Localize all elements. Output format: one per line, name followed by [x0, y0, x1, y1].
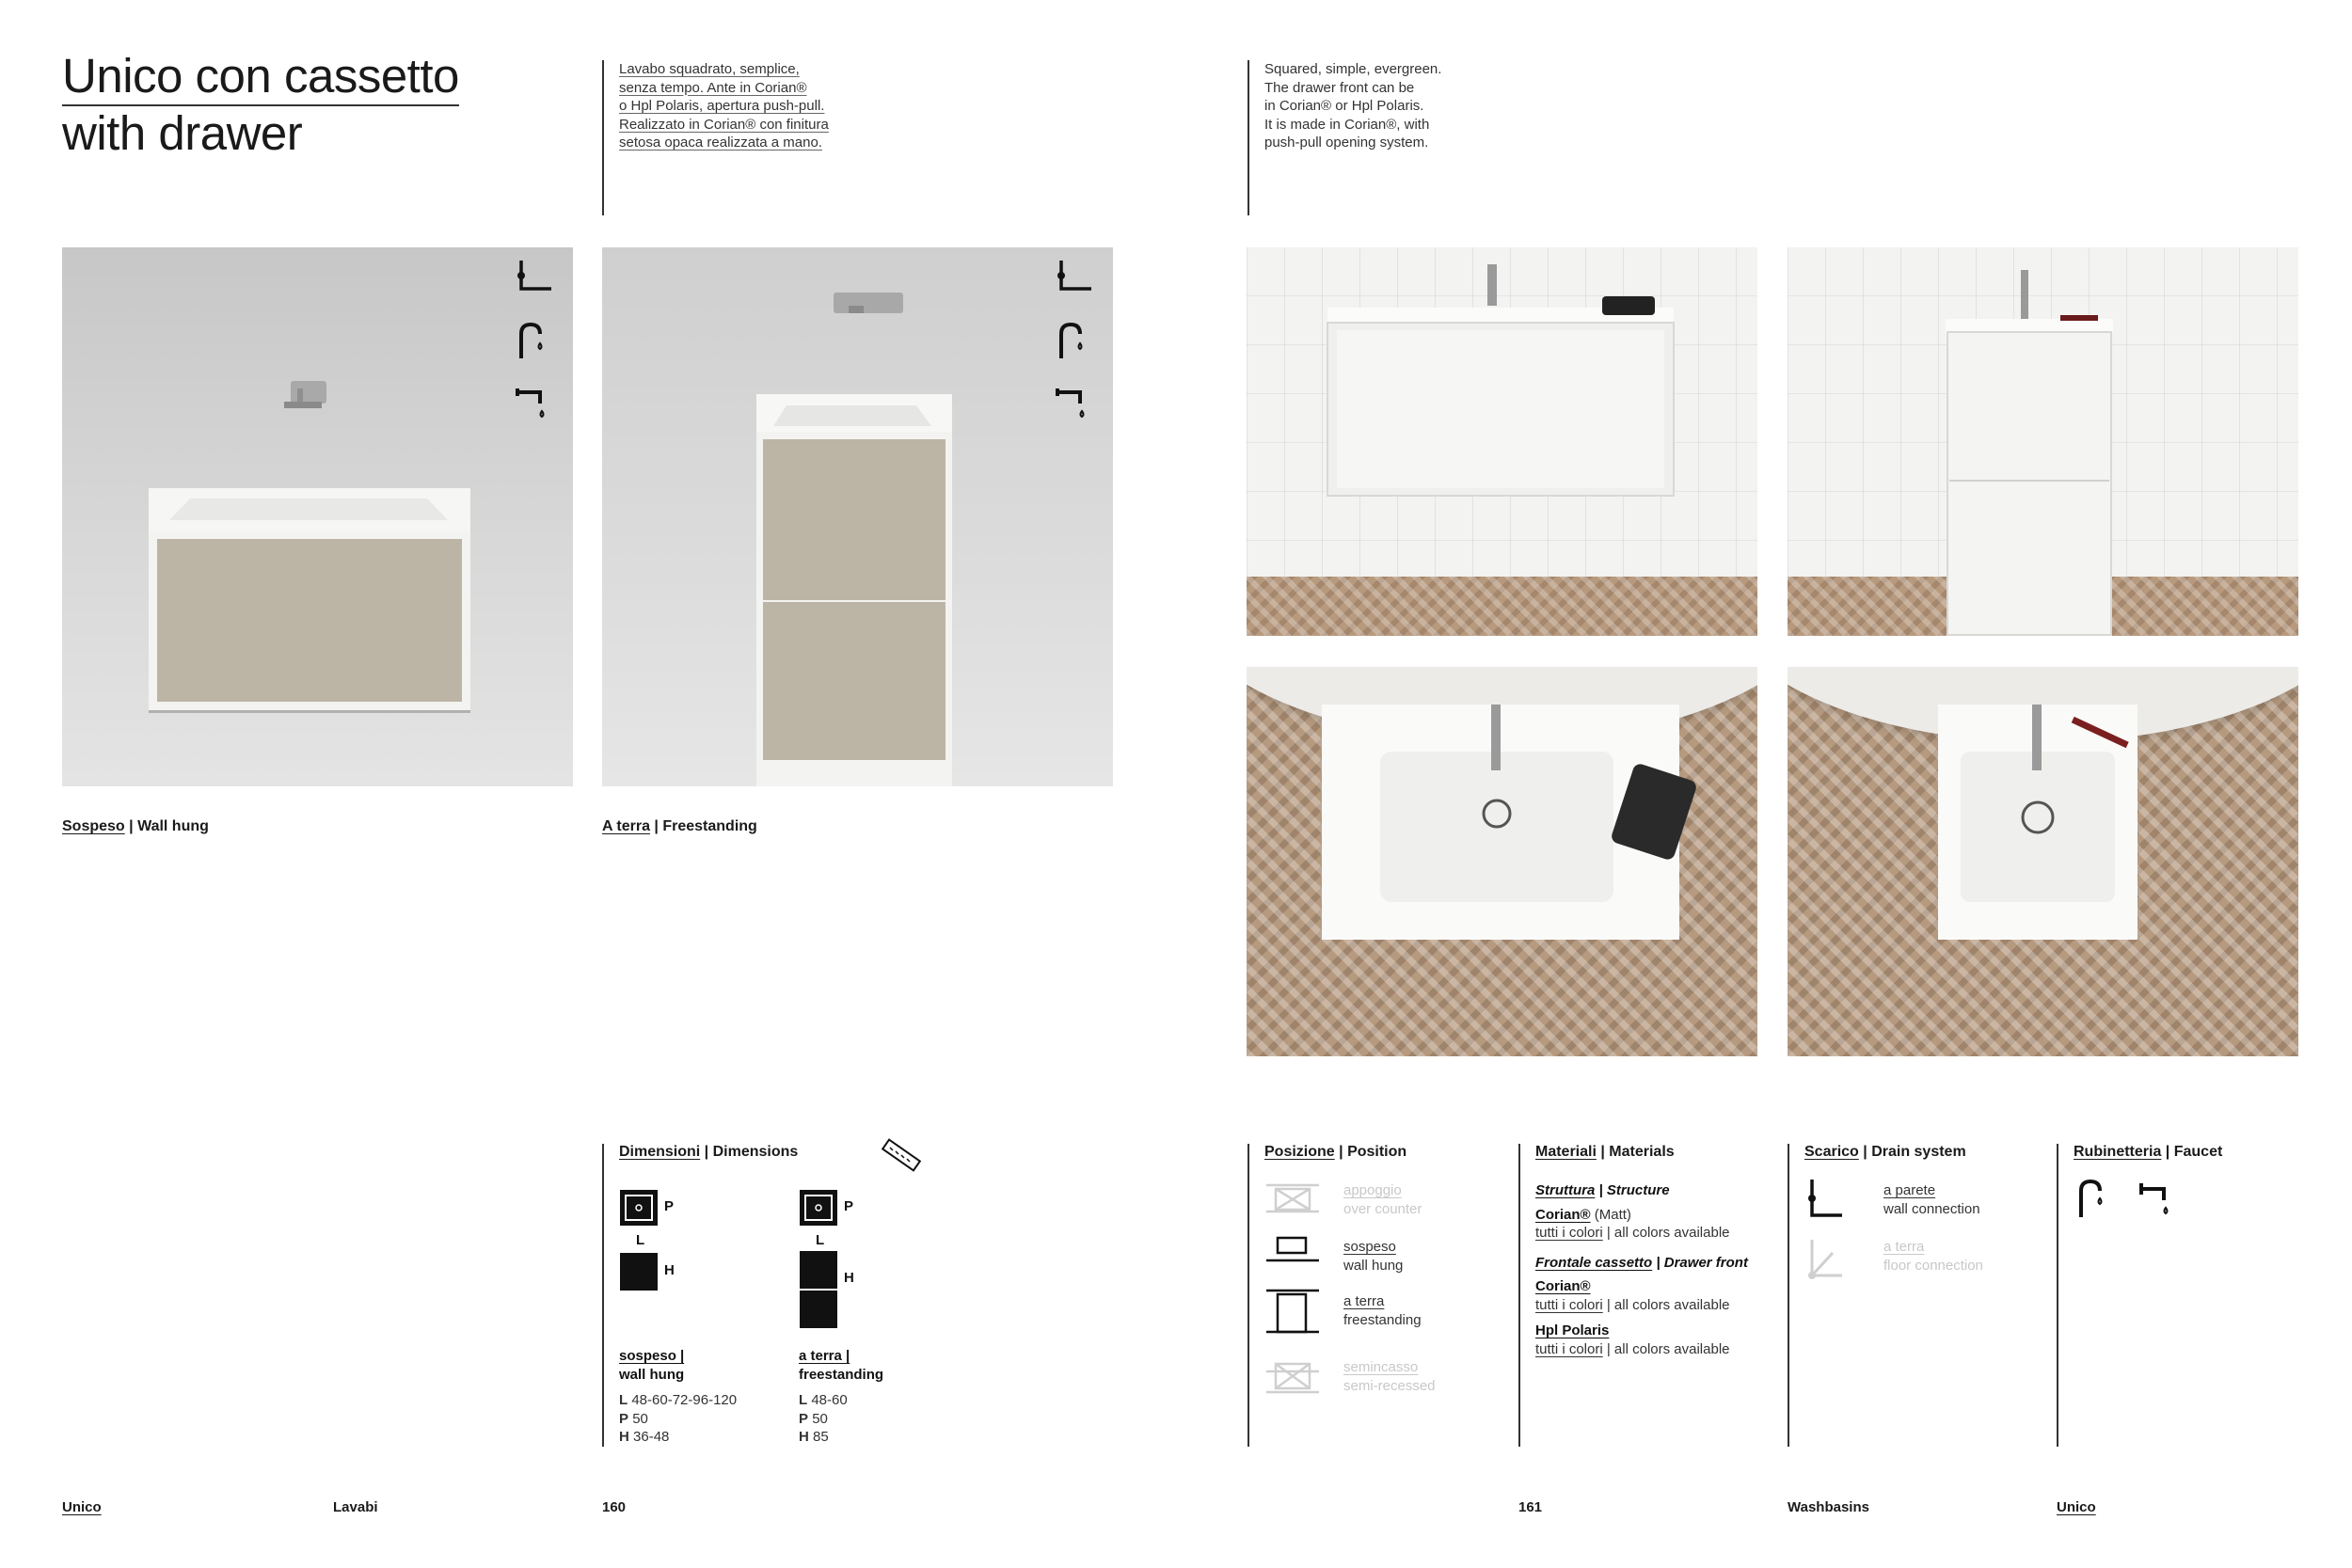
position-en: over counter: [1343, 1200, 1422, 1217]
colors-en: | all colors available: [1602, 1340, 1730, 1357]
materials-heading-en: Materials: [1609, 1144, 1675, 1160]
position-item-freestanding: [1343, 1292, 1422, 1329]
structure-it: Struttura: [1535, 1182, 1596, 1198]
deck-mounted-faucet-icon: [2074, 1178, 2115, 1219]
position-item-semi-recessed: [1343, 1358, 1436, 1395]
footer-section-left: Lavabi: [333, 1499, 378, 1515]
wall-hung-icon: [1264, 1234, 1321, 1268]
freestanding-basin-illustration: [602, 247, 1113, 786]
wall-faucet-icon: [514, 387, 555, 424]
wall-hung-dimension-values: sospeso | wall hung L 48-60-72-96-120 P 50 H 36-48: [619, 1348, 738, 1445]
position-item-over-counter: [1343, 1181, 1422, 1218]
position-it: sospeso: [1343, 1239, 1396, 1255]
colors-it: tutti i colori: [1535, 1225, 1603, 1241]
caption-floor-it: A terra: [602, 818, 650, 834]
intro-english: [1264, 60, 1509, 152]
label-p-wall: P: [664, 1198, 675, 1214]
freestanding-icon: [1264, 1285, 1321, 1336]
drain-heading: Scarico | Drain system: [1804, 1144, 1966, 1160]
colors-it: tutti i colori: [1535, 1296, 1603, 1313]
faucet-heading: Rubinetteria | Faucet: [2074, 1144, 2223, 1160]
dim-wall-l: 48-60-72-96-120: [631, 1392, 738, 1408]
position-it: a terra: [1343, 1293, 1385, 1309]
over-counter-icon: [1264, 1180, 1321, 1217]
deck-faucet-icon: [514, 321, 555, 362]
position-en: freestanding: [1343, 1311, 1422, 1328]
wall-mounted-faucet-icon: [2137, 1181, 2179, 1219]
photo-freestanding: [602, 247, 1113, 786]
material-corian-front: Corian®: [1535, 1278, 1591, 1294]
caption-sep: |: [124, 818, 138, 834]
footer-page-left: 160: [602, 1499, 627, 1515]
position-en: wall hung: [1343, 1257, 1404, 1274]
intro-en-line: It is made in Corian®, with: [1264, 116, 1430, 133]
drain-item-floor: [1883, 1238, 1983, 1275]
label-l-wall: L: [636, 1232, 645, 1248]
colors-en: | all colors available: [1602, 1225, 1730, 1241]
drain-it: a parete: [1883, 1182, 1936, 1198]
page-title: [62, 49, 459, 160]
position-it: appoggio: [1343, 1182, 1402, 1198]
freestanding-dimension-diagram: [799, 1189, 865, 1330]
caption-wall-it: Sospeso: [62, 818, 125, 834]
dimensions-heading-en: Dimensions: [712, 1144, 799, 1160]
title-line-2: with drawer: [62, 106, 303, 160]
bathroom-freestanding-illustration: [1788, 247, 2298, 636]
photo-bathroom-freestanding: [1788, 247, 2298, 636]
drain-heading-en: Drain system: [1871, 1144, 1966, 1160]
divider-faucet: [2057, 1144, 2058, 1447]
faucet-heading-en: Faucet: [2173, 1144, 2223, 1160]
drain-item-wall: [1883, 1181, 1980, 1218]
top-view-wall-hung-illustration: [1247, 667, 1757, 1056]
drain-heading-it: Scarico: [1804, 1144, 1859, 1160]
wall-faucet-icon: [1054, 387, 1095, 424]
position-item-wall-hung: [1343, 1238, 1403, 1275]
intro-en-line: Squared, simple, evergreen.: [1264, 61, 1442, 77]
intro-en-line: The drawer front can be: [1264, 79, 1415, 96]
material-hpl-polaris: Hpl Polaris: [1535, 1323, 1610, 1338]
photo-bathroom-wall-hung: [1247, 247, 1757, 636]
dim-wall-p: 50: [632, 1410, 648, 1427]
position-heading-en: Position: [1347, 1144, 1407, 1160]
dimensions-heading-it: Dimensioni: [619, 1144, 701, 1160]
intro-italian: [619, 60, 882, 152]
divider-materials: [1518, 1144, 1520, 1447]
ruler-icon: [879, 1136, 924, 1174]
colors-it: tutti i colori: [1535, 1340, 1603, 1357]
dim-wall-name-it: sospeso |: [619, 1348, 685, 1364]
dim-floor-name-en: freestanding: [799, 1366, 884, 1383]
caption-freestanding: [602, 818, 757, 835]
floor-connection-icon: [1804, 1238, 1846, 1279]
front-en: Drawer front: [1663, 1254, 1748, 1271]
colors-en: | all colors available: [1602, 1296, 1730, 1313]
front-it: Frontale cassetto: [1535, 1254, 1653, 1271]
caption-floor-en: Freestanding: [662, 818, 757, 834]
intro-en-line: push-pull opening system.: [1264, 135, 1429, 150]
top-view-freestanding-illustration: [1788, 667, 2298, 1056]
wall-drain-icon: [514, 259, 555, 293]
divider-drain: [1788, 1144, 1789, 1447]
position-it: semincasso: [1343, 1359, 1419, 1375]
intro-it-line: senza tempo. Ante in Corian®: [619, 79, 807, 96]
footer-brand-left: Unico: [62, 1499, 102, 1515]
materials-heading-it: Materiali: [1535, 1144, 1597, 1160]
label-h-floor: H: [844, 1270, 854, 1286]
drain-it: a terra: [1883, 1239, 1925, 1255]
dim-floor-name-it: a terra |: [799, 1348, 850, 1364]
drain-en: wall connection: [1883, 1200, 1980, 1217]
drain-en: floor connection: [1883, 1257, 1983, 1274]
footer-page-right: 161: [1518, 1499, 1543, 1515]
intro-it-line: o Hpl Polaris, apertura push-pull.: [619, 98, 825, 114]
materials-heading: Materiali | Materials: [1535, 1144, 1675, 1160]
intro-it-line: Realizzato in Corian® con finitura: [619, 116, 829, 133]
label-h-wall: H: [664, 1262, 675, 1278]
divider-dimensions: [602, 1144, 604, 1447]
caption-wall-hung: [62, 818, 209, 835]
dimensions-heading: Dimensioni | Dimensions: [619, 1144, 799, 1160]
dim-floor-h: 85: [813, 1429, 829, 1445]
divider-intro-en: [1248, 60, 1249, 215]
photo-wall-hung: [62, 247, 573, 786]
intro-it-line: Lavabo squadrato, semplice,: [619, 61, 800, 77]
title-line-1: Unico con cassetto: [62, 49, 459, 106]
structure-en: Structure: [1606, 1182, 1670, 1198]
wall-hung-dimension-diagram: [619, 1189, 685, 1294]
freestanding-dimension-values: a terra | freestanding L 48-60 P 50 H 85: [799, 1348, 884, 1445]
intro-en-line: in Corian® or Hpl Polaris.: [1264, 98, 1424, 114]
photo-top-view-wall-hung: [1247, 667, 1757, 1056]
dim-wall-h: 36-48: [633, 1429, 670, 1445]
material-corian-note: (Matt): [1590, 1206, 1631, 1223]
deck-faucet-icon: [1054, 321, 1095, 362]
bathroom-wall-hung-illustration: [1247, 247, 1757, 636]
semi-recessed-icon: [1264, 1358, 1321, 1396]
photo-top-view-freestanding: [1788, 667, 2298, 1056]
wall-drain-icon: [1054, 259, 1095, 293]
wall-hung-basin-illustration: [62, 247, 573, 786]
divider-position: [1248, 1144, 1249, 1447]
caption-wall-en: Wall hung: [137, 818, 209, 834]
divider-intro-it: [602, 60, 604, 215]
footer-section-right: Washbasins: [1788, 1499, 1869, 1515]
label-p-floor: P: [844, 1198, 854, 1214]
wall-connection-icon: [1804, 1178, 1846, 1219]
material-corian-structure: Corian®: [1535, 1206, 1591, 1223]
faucet-heading-it: Rubinetteria: [2074, 1144, 2162, 1160]
caption-sep: |: [649, 818, 663, 834]
dim-floor-l: 48-60: [811, 1392, 848, 1408]
footer-brand-right: Unico: [2057, 1499, 2096, 1515]
position-heading-it: Posizione: [1264, 1144, 1335, 1160]
intro-it-line: setosa opaca realizzata a mano.: [619, 135, 822, 150]
dim-floor-p: 50: [812, 1410, 828, 1427]
position-en: semi-recessed: [1343, 1377, 1436, 1394]
dim-wall-name-en: wall hung: [619, 1366, 685, 1383]
position-heading: Posizione | Position: [1264, 1144, 1407, 1160]
label-l-floor: L: [816, 1232, 825, 1248]
materials-list: Struttura | Structure Corian® (Matt) tutti i colori | all colors available Frontale cassetto | Drawer front Corian® tutti i colori | all colors available Hpl Polaris tutti i colori | all colors available: [1535, 1182, 1748, 1357]
